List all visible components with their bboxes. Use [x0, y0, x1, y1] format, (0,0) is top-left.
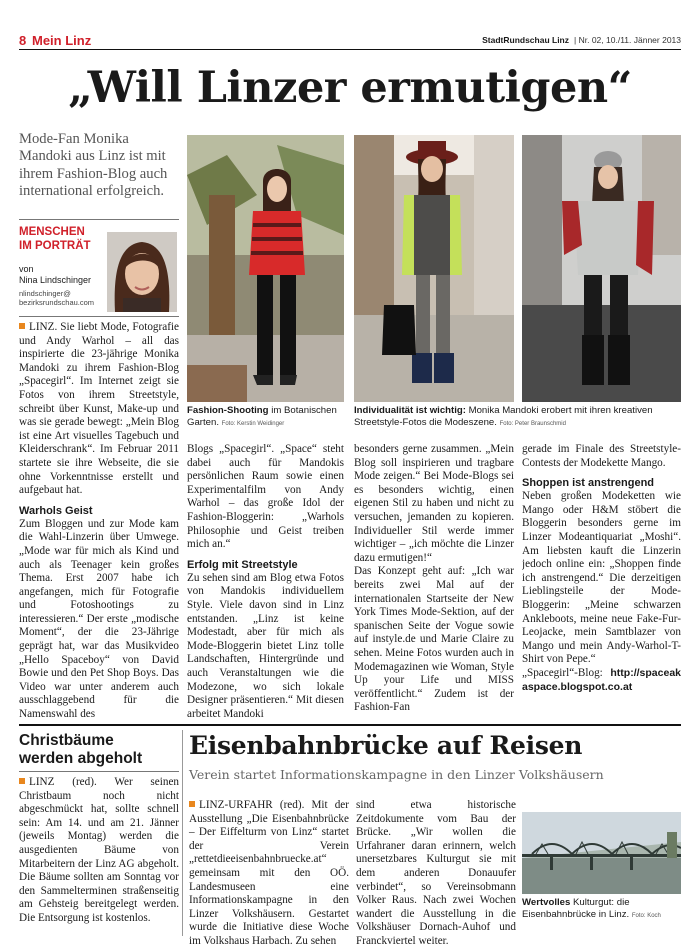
caption-2-text: Monika Mandoki erobert mit ihren kreativen Streetstyle-Fotos die Modeszene. — [354, 405, 653, 428]
issue-text: Nr. 02, 10./11. Jänner 2013 — [578, 35, 681, 45]
bridge-caption-bold: Wertvolles — [522, 897, 571, 908]
portrait-box — [19, 224, 179, 316]
subheading-warhols-geist: Warhols Geist — [19, 504, 93, 517]
bridge-photo-credit: Foto: Koch — [631, 913, 661, 919]
publication-name: StadtRundschau Linz — [482, 35, 569, 45]
christbaum-title-2: werden abgeholt — [19, 750, 143, 767]
photo-street-hat — [354, 135, 514, 402]
photo-street-beanie — [522, 135, 681, 402]
eisenbahn-paragraph-1 — [189, 799, 349, 947]
subheading-erfolg: Erfolg mit Streetstyle — [187, 558, 298, 571]
christbaum-box — [19, 730, 179, 940]
bullet-square — [19, 323, 25, 329]
col1-paragraph-2: Zum Bloggen und zur Mode kam die Wahl-Linzerin über Umwege. „Mode war für mich als Kind und auch als Teenager kein großes Thema. Erst 2007 habe ich angefangen, mich für Fotografie und Fotoshootings zu interessieren.“ Der erste „modische Moment“, der die 23-Jährige geprägt hat, war das Musikvideo „Hello Spaceboy“ von David Bowie und den Pet Shop Boys. Das Video war unter anderem auch ausschlaggebend für die Namenswahl des — [19, 517, 179, 721]
author-name: Nina Lindschinger — [19, 275, 92, 285]
col1-lead: LINZ. — [29, 321, 58, 333]
header-rule — [19, 49, 681, 50]
author-email-2: bezirksrundschau.com — [19, 298, 95, 307]
col3-paragraph-1: besonders gerne zusammen. „Mein Blog soll inspirieren und tragbare Mode zeigen.“ Bei Mode-Blogs sei es besonders wichtig, einen eigenen Stil zu haben und nicht zu versuchen, jemanden zu kopieren. Individueller Stil werde immer wichtiger – „ich möchte die Linzer dazu ermutigen!“ — [354, 443, 514, 564]
col3-paragraph-2: Das Konzept geht auf: „Ich war bereits zwei Mal auf der internationalen Startseite der New York Times Mode-Sektion, auf der spanischen Seite der Vogue sowie auf instyle.de und Marie Claire zu sehen. Meine Fotos wurden auch in Modemagazinen wie Woman, Style Up your Life und MISS veröffentlicht.“ Zudem ist der Fashion-Fan — [354, 565, 514, 714]
portrait-rule — [19, 316, 179, 317]
portrait-label-1: MENSCHEN — [19, 226, 85, 238]
page-number: 8 — [19, 33, 27, 48]
christbaum-title-1: Christbäume — [19, 732, 114, 749]
author-email-1: nlindschinger@ — [19, 289, 71, 298]
christbaum-body: (red). Wer seinen Christbaum noch nicht abgeschmückt hat, sollte schnell sein: Am 14. und am 21. Jänner (jeweils Montag) werden die ausgedienten Bäume von Mitarbeitern der Linz AG abgeholt. Die Bäume sollten am Sonntag vor den Sammelterminen straßenseitig am Gehsteig bereitgelegt werden. Die Entsorgung ist kostenlos. — [19, 776, 179, 924]
author-prefix: von — [19, 264, 34, 274]
article-col-3 — [354, 443, 514, 721]
article-col-4 — [522, 443, 681, 721]
bullet-square — [189, 801, 195, 807]
eisenbahn-col-1 — [189, 799, 349, 947]
portrait-label-2: IM PORTRÄT — [19, 240, 91, 252]
subheading-shoppen: Shoppen ist anstrengend — [522, 477, 655, 490]
bridge-caption-text: Kulturgut: die Eisenbahnbrücke in Linz. — [522, 897, 630, 920]
issue-info: | Nr. 02, 10./11. Jänner 2013 — [574, 35, 681, 45]
article-col-1 — [19, 321, 179, 721]
standfirst-rule — [19, 219, 179, 220]
col2-paragraph-2: Zu sehen sind am Blog etwa Fotos von Mandokis individuellem Style. Viele davon sind in Linz entstanden. „Linz ist keine Modestadt, aber für mich als Mode-Bloggerin bietet Linz tolle Landschaften, Hintergründe und auch Veranstaltungen wie die Modezone, wo sich lokale Designer präsentieren.“ Mit diesen arbeitet Mandoki — [187, 571, 344, 720]
bridge-caption — [522, 897, 681, 922]
photo-credit-1: Foto: Kerstin Weidinger — [221, 421, 285, 427]
col4-blog-line — [522, 667, 681, 694]
section-name: Mein Linz — [32, 33, 92, 48]
caption-2-bold: Individualität ist wichtig: — [354, 405, 466, 416]
bullet-square — [19, 778, 25, 784]
caption-1-text: im Botanischen Garten. — [187, 405, 337, 428]
caption-1-bold: Fashion-Shooting — [187, 405, 269, 416]
standfirst: Mode-Fan Monika Mandoki aus Linz ist mit ihrem Fashion-Blog auch international erfolgreich. — [19, 131, 168, 200]
photo-botanical-garden — [187, 135, 344, 402]
eisenbahn-text-1: (red). Mit der Ausstellung „Die Eisenbahnbrücke – Der Eiffelturm von Linz“ startet der Verein „rettetdieeisenbahnbruecke.at“ gemeinsam mit den OÖ. Landesmuseen eine Informationskampagne in den Linzer Volkshäusern. Gestartet wurde die Initiative diese Woche im Volkshaus Harbach. Zu sehen — [189, 799, 349, 947]
eisenbahn-col-2 — [356, 799, 516, 947]
col2-paragraph-1: Blogs „Spacegirl“. „Space“ steht dabei auch für Mandokis persönlichen Raum sowie einen Experimentalfilm von Andy Warhol – das große Idol der Fashion-Bloggerin: „Warhols Philosophie und Geist treiben mich an.“ — [187, 443, 344, 551]
eisenbahn-lead: LINZ-URFAHR — [199, 799, 273, 811]
col1-text-1: Sie liebt Mode, Fotografie und Andy Warhol – all das inspirierte die 23-jährige Monika Mandoki zu ihrem Fashion-Blog „Spacegirl“. Im Internet zeigt sie Fotos von ihrem Streetstyle, schreibt über Kunst, Make-up und was sie gerade bewegt: „Mein Blog ist eine Art visuelles Tagebuch und Kleiderschrank“. Im Februar 2011 startete sie ihre Webseite, die sie ohne Vorkenntnisse erstellt und aufgebaut hat. — [19, 321, 179, 497]
christbaum-rule — [19, 771, 179, 772]
article-col-2 — [187, 443, 344, 721]
author-portrait-photo — [107, 232, 177, 312]
eisenbahn-paragraph-2: sind etwa historische Zeitdokumente vom Bau der Brücke. „Wir wollen die Urfahraner daran erinnern, welch unersetzbares Kulturgut sie mit dem anderen Donauufer verbindet“, so Vereinsobmann Volker Raus. Nach zwei Wochen wandert die Ausstellung in die Volkshäuser Dornach-Auhof und Franckviertel weiter. — [356, 799, 516, 947]
photo-caption-1 — [187, 405, 344, 430]
page-header — [19, 33, 681, 49]
photo-bridge — [522, 812, 681, 894]
headline: „Will Linzer ermutigen“ — [68, 63, 632, 113]
blog-url[interactable]: http://spaceakaspace.blogspot.co.at — [522, 666, 681, 693]
section-divider — [19, 724, 681, 726]
col1-paragraph-1 — [19, 321, 179, 498]
col4-paragraph-1: gerade im Finale des Streetstyle-Contests der Modekette Mango. — [522, 443, 681, 469]
blog-label: „Spacegirl“-Blog: — [522, 666, 603, 679]
eisenbahn-headline: Eisenbahnbrücke auf Reisen — [189, 731, 583, 760]
photo-credit-2: Foto: Peter Braunschmid — [499, 421, 566, 427]
bottom-vertical-rule — [182, 730, 183, 936]
christbaum-text — [19, 776, 179, 926]
col4-paragraph-2: Neben großen Modeketten wie Mango oder H&M stöbert die Bloggerin besonders gerne im Linzer Modeantiquariat „Moshi“. Am liebsten kauft die Linzerin jedoch online ein: „Shoppen finde ich anstrengend.“ Die derzeitigen Lieblingsteile der Mode-Bloggerin: „Meine schwarzen Ankleboots, meine neue Fake-Fur-Leojacke, mein Samtblazer von Mango und mein Andy-Warhol-T-Shirt von Pepe.“ — [522, 490, 681, 666]
eisenbahn-subhead: Verein startet Informationskampagne in den Linzer Volkshäusern — [189, 767, 604, 782]
christbaum-lead: LINZ — [29, 776, 55, 788]
photo-caption-2 — [354, 405, 681, 430]
